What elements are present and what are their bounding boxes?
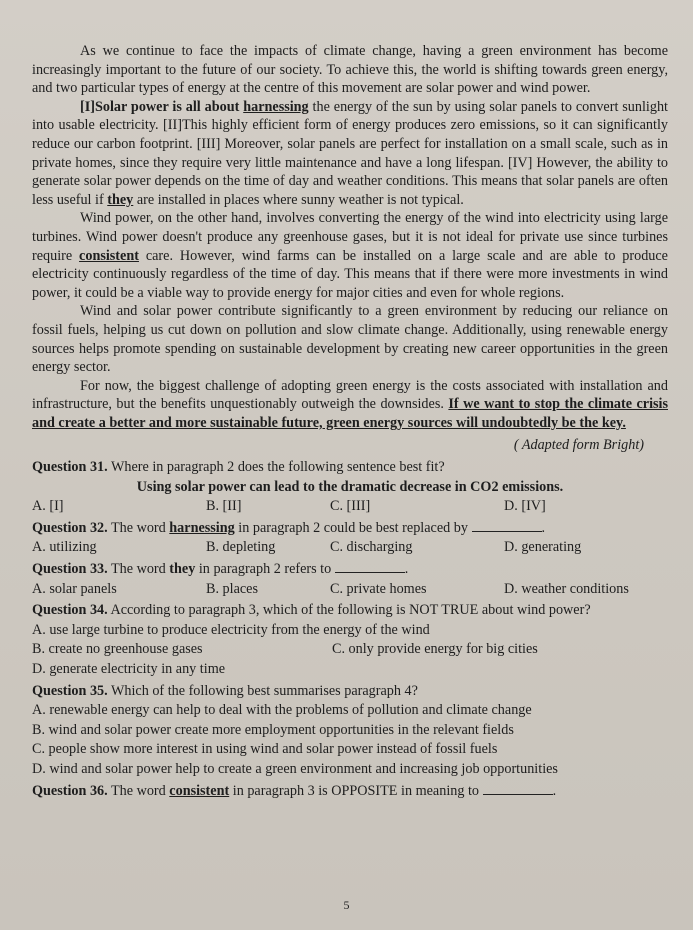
q31-text: Where in paragraph 2 does the following sentence best fit? <box>107 459 445 476</box>
p2-part-b: the energy of the sun by using solar panels to convert sunlight into usable electricity. [II]This highly efficient form of energy produces zero emissions, so it can significantly reduce our carbon footprint. [III] Moreover, solar panels are perfect for installation on a small scale, such as in private homes, since they require very little maintenance and have a long lifespan. [IV] However, the ability to generate solar power depends on the time of day and weather conditions. This means that solar panels are often less useful if <box>32 98 668 208</box>
page-number: 5 <box>343 898 350 912</box>
q35-label: Question 35. <box>32 682 108 699</box>
q33-text-b: in paragraph 2 refers to <box>195 561 332 578</box>
q34-options-bc <box>32 640 668 659</box>
q34-option-a[interactable]: A. use large turbine to produce electricity from the energy of the wind <box>32 621 430 638</box>
passage-paragraph-5 <box>32 377 668 433</box>
q32-option-b[interactable]: B. depleting <box>206 539 276 556</box>
q35-option-c[interactable]: C. people show more interest in using wind and solar power instead of fossil fuels <box>32 741 498 758</box>
question-32: Question 32. The word harnessing in paragraph 2 could be best replaced by . <box>32 519 546 536</box>
question-34 <box>32 601 668 620</box>
q31-option-d[interactable]: D. [IV] <box>504 498 546 515</box>
q33-word: they <box>169 561 196 578</box>
passage-paragraph-1: As we continue to face the impacts of climate change, having a green environment has become increasingly important to the future of our society. To achieve this, the world is shifting towards green energy, and two particular types of energy at the centre of this movement are solar power and wind power. <box>32 43 668 97</box>
q33-option-d[interactable]: D. weather conditions <box>504 580 629 597</box>
q31-option-c[interactable]: C. [III] <box>330 498 371 515</box>
q32-text-b: in paragraph 2 could be best replaced by <box>234 519 468 536</box>
q32-text-a: The word <box>107 519 170 536</box>
p3-part-b: care. However, wind farms can be installed on a large scale and are able to produce electricity continuously regardless of the time of day. This means that if there were more investments in wind power, it could be a viable way to provide energy for major cities and even for whole regions. <box>32 247 668 301</box>
q36-word: consistent <box>169 782 230 799</box>
question-31 <box>32 458 668 477</box>
q35-option-d[interactable]: D. wind and solar power help to create a green environment and increasing job opportunities <box>32 760 558 777</box>
q35-text: Which of the following best summarises paragraph 4? <box>107 682 418 699</box>
q35-option-a[interactable]: A. renewable energy can help to deal with the problems of pollution and climate change <box>32 702 532 719</box>
q31-option-b[interactable]: B. [II] <box>206 498 242 515</box>
q32-option-c[interactable]: C. discharging <box>330 539 413 556</box>
q36-answer-blank[interactable] <box>483 782 553 795</box>
q32-word: harnessing <box>169 519 235 536</box>
q32-option-d[interactable]: D. generating <box>504 539 582 556</box>
q36-text-b: in paragraph 3 is OPPOSITE in meaning to <box>229 782 480 799</box>
q31-option-a[interactable]: A. [I] <box>32 498 64 515</box>
q34-label: Question 34. <box>32 602 108 619</box>
q34-text: According to paragraph 3, which of the following is NOT TRUE about wind power? <box>107 602 591 619</box>
passage-paragraph-2 <box>32 98 668 210</box>
question-35 <box>32 682 668 701</box>
q34-option-b[interactable]: B. create no greenhouse gases <box>32 641 203 658</box>
passage-paragraph-4: Wind and solar power contribute significantly to a green environment by reducing our reliance on fossil fuels, helping us cut down on pollution and slow climate change. Additionally, using renewable energy sources helps promote spending on sustainable development by creating new career opportunities in the green energy sector. <box>32 303 668 376</box>
p2-part-c: are installed in places where sunny weather is not typical. <box>133 191 464 208</box>
q31-options <box>32 497 668 516</box>
word-consistent: consistent <box>79 247 139 264</box>
q33-text-a: The word <box>107 561 170 578</box>
q33-option-c[interactable]: C. private homes <box>330 580 427 597</box>
q33-options <box>32 580 668 599</box>
q36-text-a: The word <box>107 782 170 799</box>
q33-option-a[interactable]: A. solar panels <box>32 580 117 597</box>
source-credit: ( Adapted form Bright) <box>513 437 644 454</box>
q33-answer-blank[interactable] <box>335 560 405 573</box>
q32-label: Question 32. <box>32 519 108 536</box>
q36-label: Question 36. <box>32 782 108 799</box>
p2-part-a: [I]Solar power is all about <box>80 98 244 115</box>
worksheet-content <box>32 42 668 800</box>
q31-label: Question 31. <box>32 459 108 476</box>
p3-part-a: Wind power, on the other hand, involves converting the energy of the wind into electricity using large turbines. Wind power doesn't produce any greenhouse gases, but it is not ideal for private use since turbines require <box>32 210 668 264</box>
p5-key-sentence: If we want to stop the climate crisis and create a better and more sustainable future, green energy sources will undoubtedly be the key. <box>32 396 668 431</box>
word-harnessing: harnessing <box>243 98 309 115</box>
word-they: they <box>107 191 134 208</box>
q35-option-b[interactable]: B. wind and solar power create more employment opportunities in the relevant fields <box>32 721 514 738</box>
q32-answer-blank[interactable] <box>472 519 542 532</box>
q31-sentence: Using solar power can lead to the dramatic decrease in CO2 emissions. <box>136 478 564 495</box>
passage-paragraph-3 <box>32 209 668 302</box>
q34-option-d[interactable]: D. generate electricity in any time <box>32 661 226 677</box>
q33-option-b[interactable]: B. places <box>206 580 259 597</box>
q32-option-a[interactable]: A. utilizing <box>32 539 97 556</box>
q32-options <box>32 538 668 557</box>
q34-option-c[interactable]: C. only provide energy for big cities <box>332 641 538 658</box>
question-33: Question 33. The word they in paragraph 2 refers to . <box>32 561 409 578</box>
q33-label: Question 33. <box>32 561 108 578</box>
p5-part-a: For now, the biggest challenge of adopting green energy is the costs associated with installation and infrastructure, but the benefits unquestionably outweigh the downsides. <box>32 377 668 413</box>
question-36: Question 36. The word consistent in paragraph 3 is OPPOSITE in meaning to . <box>32 782 557 799</box>
